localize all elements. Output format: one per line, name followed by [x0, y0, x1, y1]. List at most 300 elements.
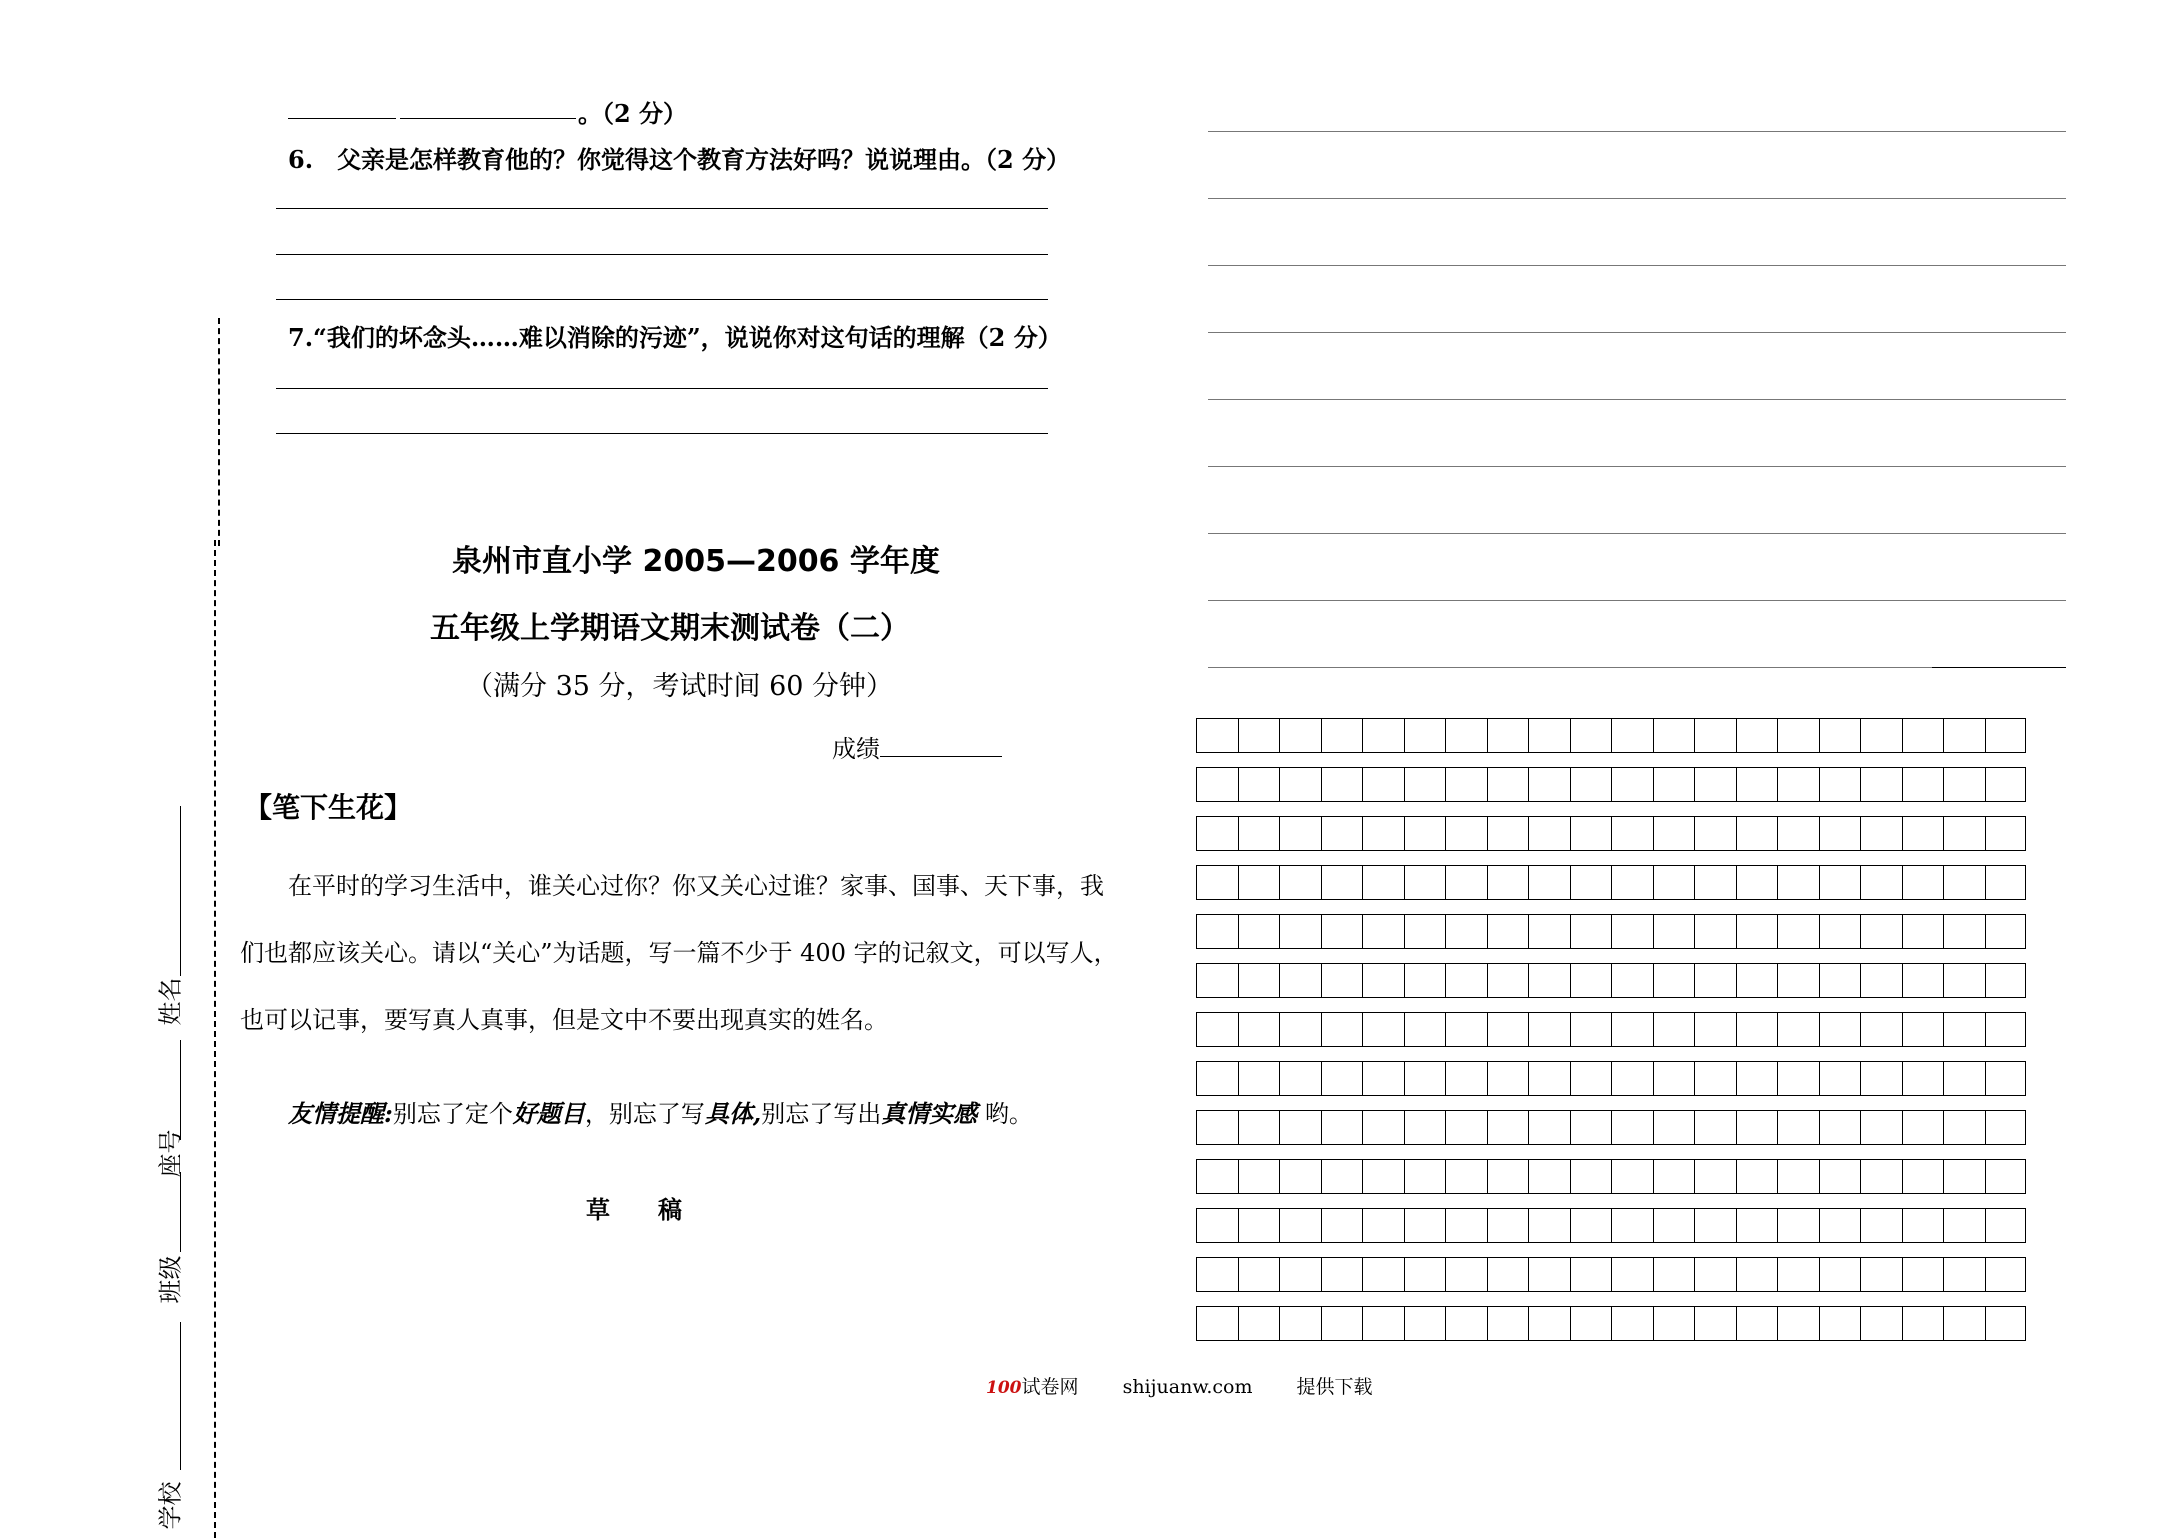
grid-cell[interactable]: [1736, 1208, 1778, 1243]
grid-cell[interactable]: [1694, 1208, 1736, 1243]
grid-cell[interactable]: [1943, 1208, 1985, 1243]
grid-cell[interactable]: [1902, 767, 1944, 802]
grid-cell[interactable]: [1445, 1012, 1487, 1047]
grid-cell[interactable]: [1902, 1257, 1944, 1292]
grid-cell[interactable]: [1321, 1208, 1363, 1243]
grid-cell[interactable]: [1196, 1208, 1238, 1243]
grid-cell[interactable]: [1196, 963, 1238, 998]
grid-cell[interactable]: [1943, 1110, 1985, 1145]
grid-cell[interactable]: [1487, 1012, 1529, 1047]
grid-cell[interactable]: [1570, 1061, 1612, 1096]
grid-cell[interactable]: [1279, 816, 1321, 851]
grid-cell[interactable]: [1943, 1159, 1985, 1194]
grid-cell[interactable]: [1362, 1208, 1404, 1243]
grid-cell[interactable]: [1611, 1257, 1653, 1292]
grid-cell[interactable]: [1570, 1110, 1612, 1145]
grid-cell[interactable]: [1279, 1159, 1321, 1194]
name-label: 姓名: [156, 977, 185, 1026]
grid-cell[interactable]: [1445, 1306, 1487, 1341]
grid-cell[interactable]: [1777, 1012, 1819, 1047]
question-6: 6. 父亲是怎样教育他的？你觉得这个教育方法好吗？说说理由。（2 分）: [288, 145, 1071, 174]
grid-cell[interactable]: [1528, 865, 1570, 900]
grid-cell[interactable]: [1736, 816, 1778, 851]
grid-cell[interactable]: [1570, 865, 1612, 900]
grid-cell[interactable]: [1321, 1159, 1363, 1194]
grid-cell[interactable]: [1238, 865, 1280, 900]
grid-cell[interactable]: [1321, 914, 1363, 949]
grid-row: [1196, 963, 2026, 998]
grid-cell[interactable]: [1445, 1159, 1487, 1194]
grid-cell[interactable]: [1777, 963, 1819, 998]
grid-cell[interactable]: [1653, 816, 1695, 851]
grid-cell[interactable]: [1736, 1257, 1778, 1292]
grid-cell[interactable]: [1362, 718, 1404, 753]
grid-cell[interactable]: [1362, 963, 1404, 998]
grid-cell[interactable]: [1487, 767, 1529, 802]
tip-text-1: 别忘了定个: [392, 1100, 513, 1128]
grid-cell[interactable]: [1985, 914, 2027, 949]
grid-cell[interactable]: [1196, 816, 1238, 851]
grid-cell[interactable]: [1487, 914, 1529, 949]
grid-cell[interactable]: [1902, 865, 1944, 900]
grid-cell[interactable]: [1777, 1306, 1819, 1341]
grid-cell[interactable]: [1653, 1257, 1695, 1292]
tip-text-4: 哟。: [977, 1100, 1033, 1128]
grid-cell[interactable]: [1736, 718, 1778, 753]
grid-cell[interactable]: [1404, 914, 1446, 949]
grid-cell[interactable]: [1860, 1159, 1902, 1194]
grid-cell[interactable]: [1736, 1012, 1778, 1047]
grid-cell[interactable]: [1404, 1208, 1446, 1243]
grid-cell[interactable]: [1362, 1012, 1404, 1047]
grid-cell[interactable]: [1902, 1159, 1944, 1194]
grid-cell[interactable]: [1528, 1257, 1570, 1292]
grid-cell[interactable]: [1279, 963, 1321, 998]
grid-cell[interactable]: [1362, 1159, 1404, 1194]
school-underline: [180, 1322, 181, 1470]
grid-cell[interactable]: [1694, 1061, 1736, 1096]
grid-cell[interactable]: [1196, 1012, 1238, 1047]
grid-cell[interactable]: [1321, 963, 1363, 998]
grid-cell[interactable]: [1985, 1110, 2027, 1145]
q5-score-text: 。（2 分）: [578, 99, 688, 128]
grid-cell[interactable]: [1943, 1012, 1985, 1047]
grid-cell[interactable]: [1611, 816, 1653, 851]
grid-cell[interactable]: [1985, 1159, 2027, 1194]
grid-cell[interactable]: [1570, 1208, 1612, 1243]
grid-cell[interactable]: [1487, 1110, 1529, 1145]
grid-cell[interactable]: [1777, 816, 1819, 851]
grid-cell[interactable]: [1902, 963, 1944, 998]
grid-cell[interactable]: [1985, 1012, 2027, 1047]
grid-cell[interactable]: [1777, 1257, 1819, 1292]
grid-cell[interactable]: [1196, 914, 1238, 949]
grid-cell[interactable]: [1736, 963, 1778, 998]
tip-text-3: 别忘了写出: [761, 1100, 882, 1128]
grid-cell[interactable]: [1279, 1012, 1321, 1047]
grid-cell[interactable]: [1777, 767, 1819, 802]
site-url: shijuanw.com: [1122, 1376, 1253, 1398]
grid-cell[interactable]: [1279, 1208, 1321, 1243]
grid-cell[interactable]: [1321, 816, 1363, 851]
grid-cell[interactable]: [1404, 865, 1446, 900]
grid-cell[interactable]: [1321, 865, 1363, 900]
grid-cell[interactable]: [1238, 963, 1280, 998]
grid-cell[interactable]: [1196, 865, 1238, 900]
grid-cell[interactable]: [1985, 1208, 2027, 1243]
grid-cell[interactable]: [1653, 914, 1695, 949]
grid-cell[interactable]: [1445, 865, 1487, 900]
grid-cell[interactable]: [1404, 1061, 1446, 1096]
grid-cell[interactable]: [1777, 1061, 1819, 1096]
grid-cell[interactable]: [1819, 1208, 1861, 1243]
grid-cell[interactable]: [1653, 767, 1695, 802]
grid-cell[interactable]: [1860, 865, 1902, 900]
prompt-line-1: 在平时的学习生活中，谁关心过你？你又关心过谁？家事、国事、天下事，我: [288, 872, 1104, 900]
grid-cell[interactable]: [1902, 1208, 1944, 1243]
grid-cell[interactable]: [1570, 816, 1612, 851]
grid-row: [1196, 865, 2026, 900]
grid-cell[interactable]: [1321, 1306, 1363, 1341]
grid-cell[interactable]: [1736, 1159, 1778, 1194]
site-name: 试卷网: [1021, 1376, 1079, 1398]
grid-cell[interactable]: [1279, 914, 1321, 949]
grid-cell[interactable]: [1528, 963, 1570, 998]
grid-cell[interactable]: [1819, 1110, 1861, 1145]
grid-cell[interactable]: [1196, 1159, 1238, 1194]
grid-cell[interactable]: [1362, 865, 1404, 900]
grid-cell[interactable]: [1528, 1061, 1570, 1096]
grid-cell[interactable]: [1487, 865, 1529, 900]
grid-cell[interactable]: [1694, 1012, 1736, 1047]
grid-cell[interactable]: [1445, 718, 1487, 753]
grid-cell[interactable]: [1279, 1110, 1321, 1145]
score-underline[interactable]: [880, 756, 1002, 757]
grid-cell[interactable]: [1570, 718, 1612, 753]
tip-text-2: ，别忘了写: [584, 1100, 705, 1128]
grid-cell[interactable]: [1611, 1110, 1653, 1145]
grid-cell[interactable]: [1694, 865, 1736, 900]
grid-cell[interactable]: [1279, 718, 1321, 753]
grid-cell[interactable]: [1819, 963, 1861, 998]
grid-cell[interactable]: [1528, 767, 1570, 802]
grid-cell[interactable]: [1362, 1257, 1404, 1292]
grid-cell[interactable]: [1445, 1208, 1487, 1243]
grid-cell[interactable]: [1487, 1306, 1529, 1341]
grid-cell[interactable]: [1570, 1159, 1612, 1194]
ruled-line-3[interactable]: [1208, 265, 2066, 266]
grid-cell[interactable]: [1528, 1208, 1570, 1243]
grid-cell[interactable]: [1819, 1257, 1861, 1292]
ruled-line-1[interactable]: [1208, 131, 2066, 132]
grid-cell[interactable]: [1528, 1110, 1570, 1145]
grid-cell[interactable]: [1943, 816, 1985, 851]
grid-cell[interactable]: [1445, 914, 1487, 949]
grid-cell[interactable]: [1238, 767, 1280, 802]
grid-cell[interactable]: [1943, 718, 1985, 753]
grid-cell[interactable]: [1819, 865, 1861, 900]
class-label: 班级: [156, 1255, 185, 1304]
grid-cell[interactable]: [1611, 767, 1653, 802]
grid-cell[interactable]: [1653, 1159, 1695, 1194]
grid-cell[interactable]: [1321, 718, 1363, 753]
grid-cell[interactable]: [1860, 914, 1902, 949]
grid-cell[interactable]: [1777, 865, 1819, 900]
grid-cell[interactable]: [1819, 1306, 1861, 1341]
prompt-line-3: 也可以记事，要写真人真事，但是文中不要出现真实的姓名。: [240, 1006, 888, 1034]
grid-cell[interactable]: [1238, 1012, 1280, 1047]
grid-cell[interactable]: [1653, 718, 1695, 753]
seat-label: 座号: [156, 1129, 185, 1178]
q5-answer-line-a: [288, 118, 396, 119]
grid-cell[interactable]: [1902, 816, 1944, 851]
binding-dashed-line-lower: [214, 540, 216, 1538]
grid-cell[interactable]: [1694, 767, 1736, 802]
grid-cell[interactable]: [1196, 767, 1238, 802]
exam-title-line1: 泉州市直小学 2005—2006 学年度: [452, 544, 940, 579]
grid-cell[interactable]: [1694, 914, 1736, 949]
grid-cell[interactable]: [1611, 1208, 1653, 1243]
ruled-line-4[interactable]: [1208, 332, 2066, 333]
grid-cell[interactable]: [1943, 1306, 1985, 1341]
grid-cell[interactable]: [1362, 1061, 1404, 1096]
grid-cell[interactable]: [1404, 1110, 1446, 1145]
grid-cell[interactable]: [1487, 1208, 1529, 1243]
ruled-line-7[interactable]: [1208, 533, 2066, 534]
grid-cell[interactable]: [1777, 1159, 1819, 1194]
grid-cell[interactable]: [1860, 1306, 1902, 1341]
grid-cell[interactable]: [1653, 865, 1695, 900]
grid-cell[interactable]: [1943, 1257, 1985, 1292]
grid-cell[interactable]: [1736, 914, 1778, 949]
grid-cell[interactable]: [1777, 914, 1819, 949]
grid-cell[interactable]: [1404, 1012, 1446, 1047]
grid-cell[interactable]: [1570, 1306, 1612, 1341]
grid-cell[interactable]: [1487, 1159, 1529, 1194]
grid-cell[interactable]: [1362, 1306, 1404, 1341]
grid-cell[interactable]: [1985, 1257, 2027, 1292]
grid-cell[interactable]: [1321, 1257, 1363, 1292]
grid-cell[interactable]: [1860, 1208, 1902, 1243]
grid-cell[interactable]: [1321, 1061, 1363, 1096]
grid-cell[interactable]: [1902, 1061, 1944, 1096]
grid-cell[interactable]: [1860, 963, 1902, 998]
grid-cell[interactable]: [1777, 1110, 1819, 1145]
grid-cell[interactable]: [1196, 1061, 1238, 1096]
grid-cell[interactable]: [1404, 1306, 1446, 1341]
grid-cell[interactable]: [1279, 865, 1321, 900]
grid-cell[interactable]: [1943, 914, 1985, 949]
grid-cell[interactable]: [1238, 816, 1280, 851]
q7-answer-line-2[interactable]: [276, 433, 1048, 434]
grid-cell[interactable]: [1611, 914, 1653, 949]
grid-cell[interactable]: [1611, 1159, 1653, 1194]
grid-cell[interactable]: [1238, 1306, 1280, 1341]
grid-cell[interactable]: [1902, 1110, 1944, 1145]
ruled-line-5[interactable]: [1208, 399, 2066, 400]
grid-cell[interactable]: [1445, 1257, 1487, 1292]
grid-row: [1196, 1012, 2026, 1047]
grid-cell[interactable]: [1487, 963, 1529, 998]
q6-answer-line-1[interactable]: [276, 208, 1048, 209]
grid-cell[interactable]: [1694, 1159, 1736, 1194]
grid-cell[interactable]: [1611, 963, 1653, 998]
grid-cell[interactable]: [1445, 816, 1487, 851]
friendly-tip: [288, 1094, 1033, 1129]
grid-cell[interactable]: [1860, 1012, 1902, 1047]
grid-cell[interactable]: [1902, 1012, 1944, 1047]
grid-cell[interactable]: [1362, 767, 1404, 802]
grid-cell[interactable]: [1653, 1306, 1695, 1341]
grid-cell[interactable]: [1943, 767, 1985, 802]
composition-grid[interactable]: [1196, 718, 2026, 1355]
grid-cell[interactable]: [1445, 1061, 1487, 1096]
q6-answer-line-3[interactable]: [276, 299, 1048, 300]
grid-cell[interactable]: [1196, 718, 1238, 753]
grid-cell[interactable]: [1570, 963, 1612, 998]
grid-cell[interactable]: [1653, 1208, 1695, 1243]
grid-cell[interactable]: [1736, 767, 1778, 802]
grid-cell[interactable]: [1694, 1257, 1736, 1292]
grid-cell[interactable]: [1736, 1110, 1778, 1145]
grid-row: [1196, 914, 2026, 949]
grid-cell[interactable]: [1321, 1110, 1363, 1145]
grid-cell[interactable]: [1487, 1257, 1529, 1292]
grid-cell[interactable]: [1819, 1159, 1861, 1194]
grid-cell[interactable]: [1404, 816, 1446, 851]
grid-cell[interactable]: [1238, 1257, 1280, 1292]
grid-cell[interactable]: [1362, 1110, 1404, 1145]
grid-cell[interactable]: [1985, 816, 2027, 851]
grid-cell[interactable]: [1736, 1061, 1778, 1096]
grid-cell[interactable]: [1279, 1061, 1321, 1096]
grid-cell[interactable]: [1362, 914, 1404, 949]
grid-cell[interactable]: [1653, 1110, 1695, 1145]
grid-cell[interactable]: [1902, 718, 1944, 753]
grid-cell[interactable]: [1819, 718, 1861, 753]
grid-cell[interactable]: [1611, 1012, 1653, 1047]
grid-cell[interactable]: [1653, 1061, 1695, 1096]
grid-cell[interactable]: [1611, 1306, 1653, 1341]
grid-cell[interactable]: [1196, 1110, 1238, 1145]
grid-cell[interactable]: [1196, 1257, 1238, 1292]
grid-cell[interactable]: [1694, 718, 1736, 753]
grid-cell[interactable]: [1653, 963, 1695, 998]
grid-cell[interactable]: [1860, 1110, 1902, 1145]
grid-cell[interactable]: [1985, 963, 2027, 998]
grid-cell[interactable]: [1943, 1061, 1985, 1096]
grid-cell[interactable]: [1238, 1159, 1280, 1194]
grid-cell[interactable]: [1611, 718, 1653, 753]
grid-cell[interactable]: [1279, 1257, 1321, 1292]
grid-cell[interactable]: [1238, 1110, 1280, 1145]
grid-cell[interactable]: [1777, 718, 1819, 753]
grid-cell[interactable]: [1902, 914, 1944, 949]
grid-cell[interactable]: [1985, 1306, 2027, 1341]
grid-cell[interactable]: [1860, 816, 1902, 851]
site-logo-icon: 100: [986, 1378, 1022, 1398]
grid-cell[interactable]: [1321, 767, 1363, 802]
grid-cell[interactable]: [1279, 1306, 1321, 1341]
grid-cell[interactable]: [1321, 1012, 1363, 1047]
grid-cell[interactable]: [1238, 1061, 1280, 1096]
grid-cell[interactable]: [1404, 718, 1446, 753]
grid-cell[interactable]: [1570, 1012, 1612, 1047]
grid-cell[interactable]: [1238, 914, 1280, 949]
grid-cell[interactable]: [1985, 1061, 2027, 1096]
grid-cell[interactable]: [1487, 718, 1529, 753]
grid-cell[interactable]: [1902, 1306, 1944, 1341]
grid-cell[interactable]: [1819, 1012, 1861, 1047]
grid-row: [1196, 1110, 2026, 1145]
grid-cell[interactable]: [1487, 1061, 1529, 1096]
q7-answer-line-1[interactable]: [276, 388, 1048, 389]
grid-cell[interactable]: [1528, 816, 1570, 851]
grid-cell[interactable]: [1528, 1306, 1570, 1341]
grid-cell[interactable]: [1736, 865, 1778, 900]
grid-cell[interactable]: [1362, 816, 1404, 851]
grid-cell[interactable]: [1445, 767, 1487, 802]
grid-cell[interactable]: [1404, 767, 1446, 802]
grid-cell[interactable]: [1736, 1306, 1778, 1341]
grid-cell[interactable]: [1819, 914, 1861, 949]
grid-cell[interactable]: [1196, 1306, 1238, 1341]
grid-cell[interactable]: [1570, 767, 1612, 802]
grid-cell[interactable]: [1279, 767, 1321, 802]
grid-cell[interactable]: [1528, 1159, 1570, 1194]
grid-cell[interactable]: [1777, 1208, 1819, 1243]
ruled-line-8[interactable]: [1208, 600, 2066, 601]
grid-cell[interactable]: [1694, 816, 1736, 851]
q6-answer-line-2[interactable]: [276, 254, 1048, 255]
grid-cell[interactable]: [1860, 1061, 1902, 1096]
grid-cell[interactable]: [1487, 816, 1529, 851]
ruled-line-2[interactable]: [1208, 198, 2066, 199]
grid-cell[interactable]: [1404, 1159, 1446, 1194]
grid-cell[interactable]: [1653, 1012, 1695, 1047]
grid-cell[interactable]: [1819, 816, 1861, 851]
grid-cell[interactable]: [1611, 1061, 1653, 1096]
grid-cell[interactable]: [1445, 963, 1487, 998]
grid-cell[interactable]: [1860, 1257, 1902, 1292]
grid-cell[interactable]: [1528, 914, 1570, 949]
grid-cell[interactable]: [1985, 718, 2027, 753]
grid-cell[interactable]: [1943, 963, 1985, 998]
grid-cell[interactable]: [1860, 767, 1902, 802]
grid-cell[interactable]: [1819, 767, 1861, 802]
grid-cell[interactable]: [1943, 865, 1985, 900]
grid-cell[interactable]: [1985, 767, 2027, 802]
grid-cell[interactable]: [1694, 1306, 1736, 1341]
grid-cell[interactable]: [1570, 1257, 1612, 1292]
grid-cell[interactable]: [1445, 1110, 1487, 1145]
grid-cell[interactable]: [1819, 1061, 1861, 1096]
grid-cell[interactable]: [1694, 963, 1736, 998]
grid-cell[interactable]: [1860, 718, 1902, 753]
ruled-line-6[interactable]: [1208, 466, 2066, 467]
grid-cell[interactable]: [1528, 1012, 1570, 1047]
grid-cell[interactable]: [1694, 1110, 1736, 1145]
grid-cell[interactable]: [1238, 718, 1280, 753]
grid-cell[interactable]: [1611, 865, 1653, 900]
grid-row: [1196, 816, 2026, 851]
grid-cell[interactable]: [1238, 1208, 1280, 1243]
grid-cell[interactable]: [1528, 718, 1570, 753]
grid-cell[interactable]: [1570, 914, 1612, 949]
grid-cell[interactable]: [1404, 963, 1446, 998]
grid-cell[interactable]: [1985, 865, 2027, 900]
grid-cell[interactable]: [1404, 1257, 1446, 1292]
